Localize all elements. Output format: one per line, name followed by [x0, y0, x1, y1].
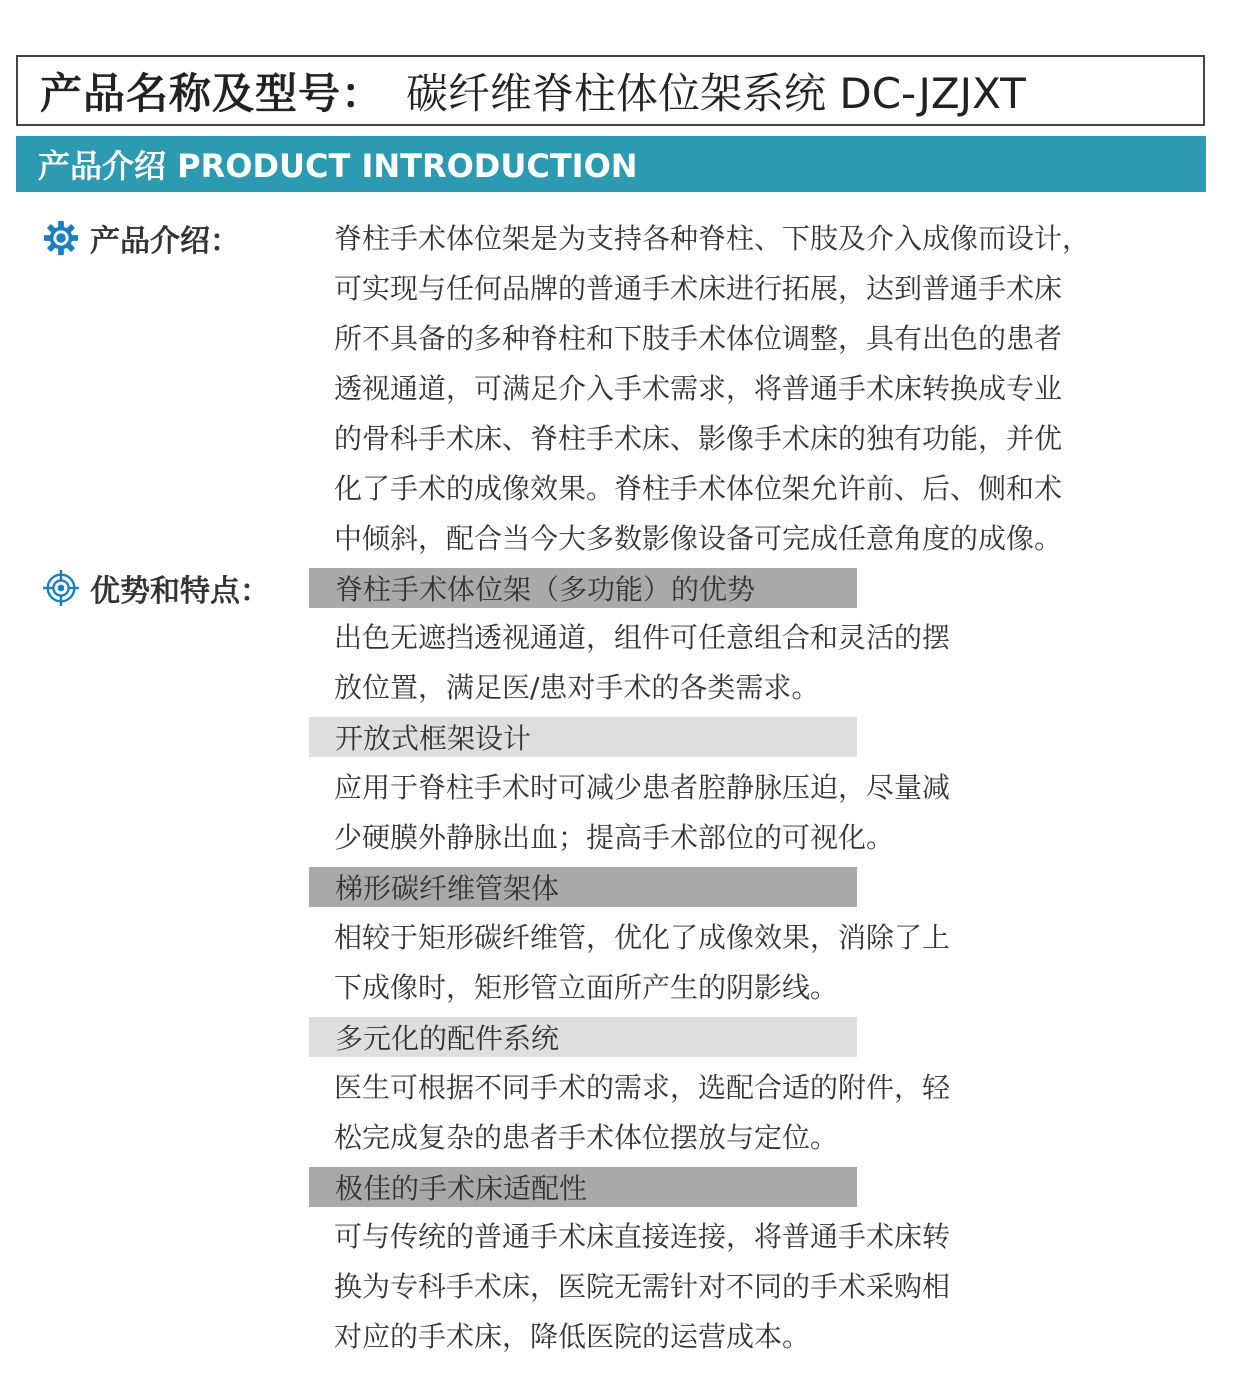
- feature-description: [334, 763, 950, 863]
- feature-title: 极佳的手术床适配性: [335, 1172, 588, 1205]
- feature-line: 松完成复杂的患者手术体位摆放与定位。: [334, 1121, 839, 1154]
- product-title-value: 碳纤维脊柱体位架系统 DC-JZJXT: [406, 68, 1026, 118]
- intro-line: 中倾斜，配合当今大多数影像设备可完成任意角度的成像。: [334, 522, 1063, 555]
- feature-title-bar: [309, 568, 857, 608]
- product-title-box: [16, 55, 1205, 126]
- intro-label-row: [42, 218, 240, 258]
- intro-line: 所不具备的多种脊柱和下肢手术体位调整，具有出色的患者: [334, 322, 1063, 355]
- feature-line: 下成像时，矩形管立面所产生的阴影线。: [334, 971, 839, 1004]
- feature-title-bar: [309, 717, 857, 757]
- intro-line: 脊柱手术体位架是为支持各种脊柱、下肢及介入成像而设计，: [334, 222, 1091, 255]
- feature-description: [334, 913, 950, 1013]
- product-title-label: 产品名称及型号：: [40, 68, 385, 118]
- target-icon: [42, 569, 80, 607]
- feature-line: 应用于脊柱手术时可减少患者腔静脉压迫，尽量减: [334, 771, 951, 804]
- section-heading: 产品介绍 PRODUCT INTRODUCTION: [38, 147, 638, 185]
- section-heading-bar: [16, 136, 1206, 192]
- advantages-label-row: [42, 568, 270, 608]
- feature-title: 开放式框架设计: [335, 722, 532, 755]
- intro-paragraph: [334, 214, 1090, 564]
- feature-description: [334, 1212, 950, 1362]
- intro-line: 透视通道，可满足介入手术需求，将普通手术床转换成专业: [334, 372, 1063, 405]
- feature-title: 脊柱手术体位架（多功能）的优势: [335, 573, 756, 606]
- feature-title: 多元化的配件系统: [335, 1022, 560, 1055]
- feature-title: 梯形碳纤维管架体: [335, 872, 560, 905]
- feature-line: 出色无遮挡透视通道，组件可任意组合和灵活的摆: [334, 621, 951, 654]
- intro-label: 产品介绍：: [90, 224, 240, 259]
- intro-line: 化了手术的成像效果。脊柱手术体位架允许前、后、侧和术: [334, 472, 1063, 505]
- feature-description: [334, 613, 950, 713]
- feature-description: [334, 1063, 950, 1163]
- feature-line: 少硬膜外静脉出血；提高手术部位的可视化。: [334, 821, 895, 854]
- advantages-label: 优势和特点：: [90, 574, 270, 609]
- feature-title-bar: [309, 867, 857, 907]
- gear-icon: [42, 219, 80, 257]
- intro-line: 的骨科手术床、脊柱手术床、影像手术床的独有功能，并优: [334, 422, 1063, 455]
- feature-title-bar: [309, 1167, 857, 1207]
- feature-line: 可与传统的普通手术床直接连接，将普通手术床转: [334, 1220, 951, 1253]
- feature-line: 医生可根据不同手术的需求，选配合适的附件，轻: [334, 1071, 951, 1104]
- feature-title-bar: [309, 1017, 857, 1057]
- feature-line: 对应的手术床，降低医院的运营成本。: [334, 1320, 811, 1353]
- feature-line: 相较于矩形碳纤维管，优化了成像效果，消除了上: [334, 921, 951, 954]
- feature-line: 换为专科手术床，医院无需针对不同的手术采购相: [334, 1270, 951, 1303]
- intro-line: 可实现与任何品牌的普通手术床进行拓展，达到普通手术床: [334, 272, 1063, 305]
- feature-line: 放位置，满足医/患对手术的各类需求。: [334, 671, 820, 704]
